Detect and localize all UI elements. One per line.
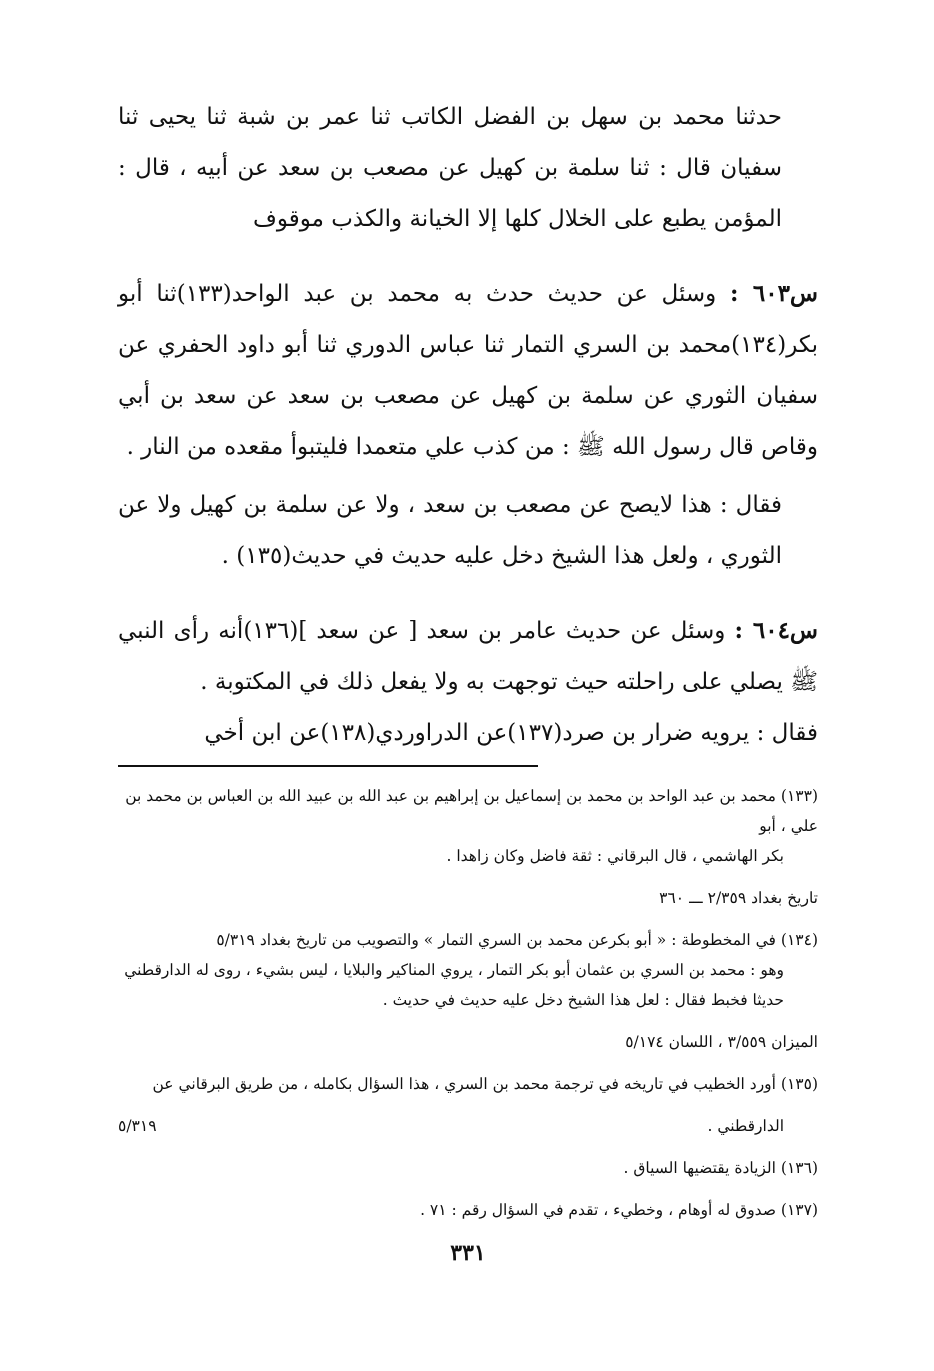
question-603 <box>118 268 818 473</box>
footnote-134-source: الميزان ٣/٥٥٩ ، اللسان ٥/١٧٤ <box>625 1033 818 1051</box>
footnote-134-line1: (١٣٤) في المخطوطة : « أبو بكرعن محمد بن السري التمار » والتصويب من تاريخ بغداد ٥/٣١٩ <box>216 931 818 949</box>
footnote-separator <box>118 765 538 767</box>
footnote-133-line2: بكر الهاشمي ، قال البرقاني : ثقة فاضل وكان زاهدا . <box>446 847 784 865</box>
book-page <box>118 92 818 1332</box>
page-number: ٣٣١ <box>450 1240 486 1266</box>
question-604-number: س٦٠٤ : <box>734 617 818 644</box>
footnote-135-line2: الدارقطني . <box>707 1117 784 1135</box>
footnote-133-source: تاريخ بغداد ٢/٣٥٩ ـــ ٣٦٠ <box>659 889 818 907</box>
footnote-135 <box>118 1069 818 1099</box>
footnote-134-line2: وهو : محمد بن السري بن عثمان أبو بكر التمار ، يروي المناكير والبلايا ، ليس بشيء ، روى له الدارقطني <box>124 961 784 979</box>
footnote-134 <box>118 925 818 1015</box>
footnote-134-line3: حديثا فخبط فقال : لعل هذا الشيخ دخل عليه حديث في حديث . <box>382 991 784 1009</box>
footnote-133-line1: (١٣٣) محمد بن عبد الواحد بن محمد بن إسماعيل بن إبراهيم بن عبد الله بن عبيد الله بن العباس بن محمد بن علي ، أبو <box>125 787 818 835</box>
question-604 <box>118 605 818 708</box>
answer-603: فقال : هذا لايصح عن مصعب بن سعد ، ولا عن سلمة بن كهيل ولا عن الثوري ، ولعل هذا الشيخ دخل عليه حديث في حديث(١٣٥) . <box>118 492 782 569</box>
footnote-135-reference: ٥/٣١٩ <box>118 1117 157 1135</box>
paragraph-hadith-chain: حدثنا محمد بن سهل بن الفضل الكاتب ثنا عمر بن شبة ثنا يحيى ثنا سفيان قال : ثنا سلمة بن كهيل عن مصعب بن سعد عن أبيه ، قال : المؤمن يطبع على الخلال كلها إلا الخيانة والكذب موقوف <box>118 104 782 232</box>
question-603-text: وسئل عن حديث حدث به محمد بن عبد الواحد(١٣٣)ثنا أبو بكر(١٣٤)محمد بن السري التمار ثنا عباس الدوري ثنا أبو داود الحفري عن سفيان الثوري عن سلمة بن كهيل عن مصعب بن سعد عن سعد بن أبي وقاص قال رسول الله ﷺ : من كذب علي متعمدا فليتبوأ مقعده من النار . <box>118 281 818 460</box>
footnote-137: (١٣٧) صدوق له أوهام ، وخطيء ، تقدم في السؤال رقم : ٧١ . <box>420 1201 818 1219</box>
footnote-133 <box>118 781 818 871</box>
main-text <box>118 92 818 759</box>
footnote-135-line1: (١٣٥) أورد الخطيب في تاريخه في ترجمة محمد بن السري ، هذا السؤال بكامله ، من طريق البرقاني عن <box>152 1075 818 1093</box>
footnote-135-row2 <box>118 1111 818 1141</box>
question-604-text: وسئل عن حديث عامر بن سعد [ عن سعد ](١٣٦)أنه رأى النبي ﷺ يصلي على راحلته حيث توجهت به ولا يفعل ذلك في المكتوبة . <box>118 618 818 695</box>
answer-604: فقال : يرويه ضرار بن صرد(١٣٧)عن الدراوردي(١٣٨)عن ابن أخي <box>204 720 818 746</box>
question-603-number: س٦٠٣ : <box>729 280 818 307</box>
footnotes <box>118 781 818 1225</box>
footnote-136: (١٣٦) الزيادة يقتضيها السياق . <box>623 1159 818 1177</box>
